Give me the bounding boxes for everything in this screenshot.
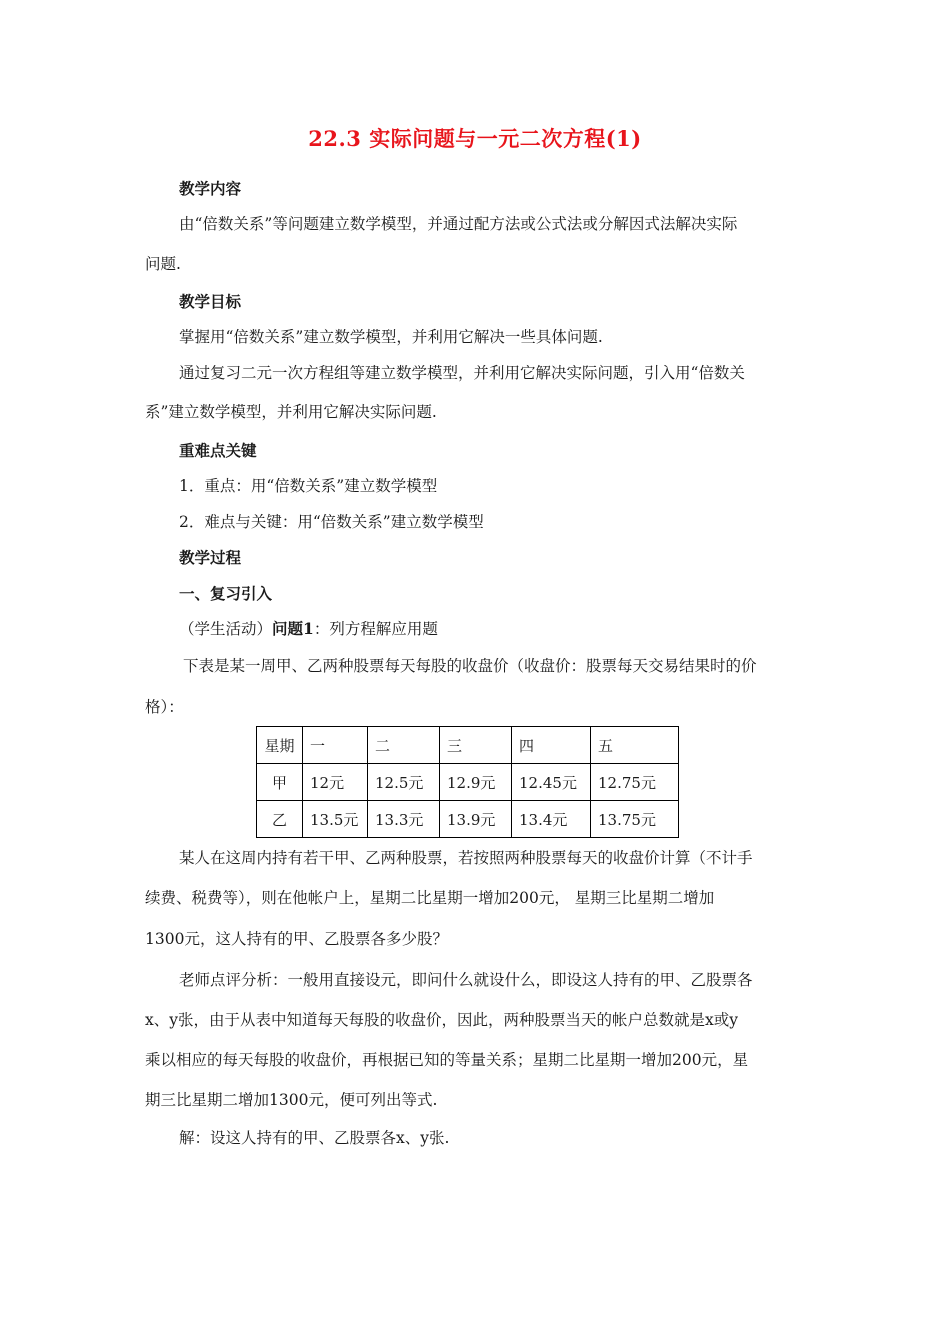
heading-teaching-process: 教学过程	[179, 548, 242, 567]
table-cell: 12.5元	[368, 764, 440, 801]
content-paragraph-line-2: 问题.	[145, 255, 181, 273]
table-cell: 12.75元	[591, 764, 679, 801]
table-cell: 星期	[257, 727, 303, 764]
problem-text-line-3: 1300元，这人持有的甲、乙股票各多少股？	[145, 930, 448, 948]
key-point-item-2: 2．难点与关键：用“倍数关系”建立数学模型	[179, 513, 484, 531]
table-header-row	[257, 727, 679, 764]
table-cell: 一	[303, 727, 368, 764]
heading-key-points: 重难点关键	[179, 441, 257, 460]
analysis-line-3: 乘以相应的每天每股的收盘价，再根据已知的等量关系；星期二比星期一增加200元，星	[145, 1051, 749, 1069]
table-cell: 12元	[303, 764, 368, 801]
activity-prefix: （学生活动）	[179, 620, 273, 638]
table-intro-line-2: 格）：	[145, 698, 184, 716]
goal-paragraph-1: 掌握用“倍数关系”建立数学模型，并利用它解决一些具体问题.	[179, 328, 603, 346]
table-cell: 12.45元	[512, 764, 591, 801]
table-cell: 13.9元	[440, 801, 512, 838]
problem-text-line-1: 某人在这周内持有若干甲、乙两种股票，若按照两种股票每天的收盘价计算（不计手	[179, 849, 753, 867]
goal-paragraph-2-line-2: 系”建立数学模型，并利用它解决实际问题.	[145, 403, 437, 421]
heading-teaching-content: 教学内容	[179, 179, 242, 198]
goal-paragraph-2-line-1: 通过复习二元一次方程组等建立数学模型，并利用它解决实际问题，引入用“倍数关	[179, 364, 745, 382]
table-cell: 甲	[257, 764, 303, 801]
content-paragraph-line-1: 由“倍数关系”等问题建立数学模型，并通过配方法或公式法或分解因式法解决实际	[179, 215, 738, 233]
key-point-item-1: 1．重点：用“倍数关系”建立数学模型	[179, 477, 438, 495]
table-cell: 13.3元	[368, 801, 440, 838]
table-cell: 乙	[257, 801, 303, 838]
table-intro-line-1: 下表是某一周甲、乙两种股票每天每股的收盘价（收盘价：股票每天交易结果时的价	[183, 657, 757, 675]
subheading-review: 一、复习引入	[179, 584, 273, 603]
solution-line: 解：设这人持有的甲、乙股票各x、y张.	[179, 1129, 450, 1147]
table-cell: 13.75元	[591, 801, 679, 838]
table-cell: 13.5元	[303, 801, 368, 838]
table-cell: 12.9元	[440, 764, 512, 801]
problem-text-line-2: 续费、税费等），则在他帐户上，星期二比星期一增加200元， 星期三比星期二增加	[145, 889, 715, 907]
problem-label-rest: ：列方程解应用题	[313, 620, 438, 638]
heading-teaching-goal: 教学目标	[179, 292, 242, 311]
table-cell: 四	[512, 727, 591, 764]
table-row	[257, 764, 679, 801]
table-cell: 二	[368, 727, 440, 764]
document-title: 22.3 实际问题与一元二次方程(1)	[308, 126, 642, 151]
table-row	[257, 801, 679, 838]
table-cell: 五	[591, 727, 679, 764]
table-cell: 13.4元	[512, 801, 591, 838]
problem-label: 问题1	[272, 619, 314, 638]
analysis-line-2: x、y张，由于从表中知道每天每股的收盘价，因此，两种股票当天的帐户总数就是x或y	[145, 1011, 738, 1029]
analysis-line-4: 期三比星期二增加1300元，便可列出等式.	[145, 1091, 438, 1109]
stock-price-table	[256, 726, 679, 838]
table-cell: 三	[440, 727, 512, 764]
problem-1-label-line	[179, 619, 438, 639]
analysis-line-1: 老师点评分析：一般用直接设元，即问什么就设什么，即设这人持有的甲、乙股票各	[179, 971, 753, 989]
